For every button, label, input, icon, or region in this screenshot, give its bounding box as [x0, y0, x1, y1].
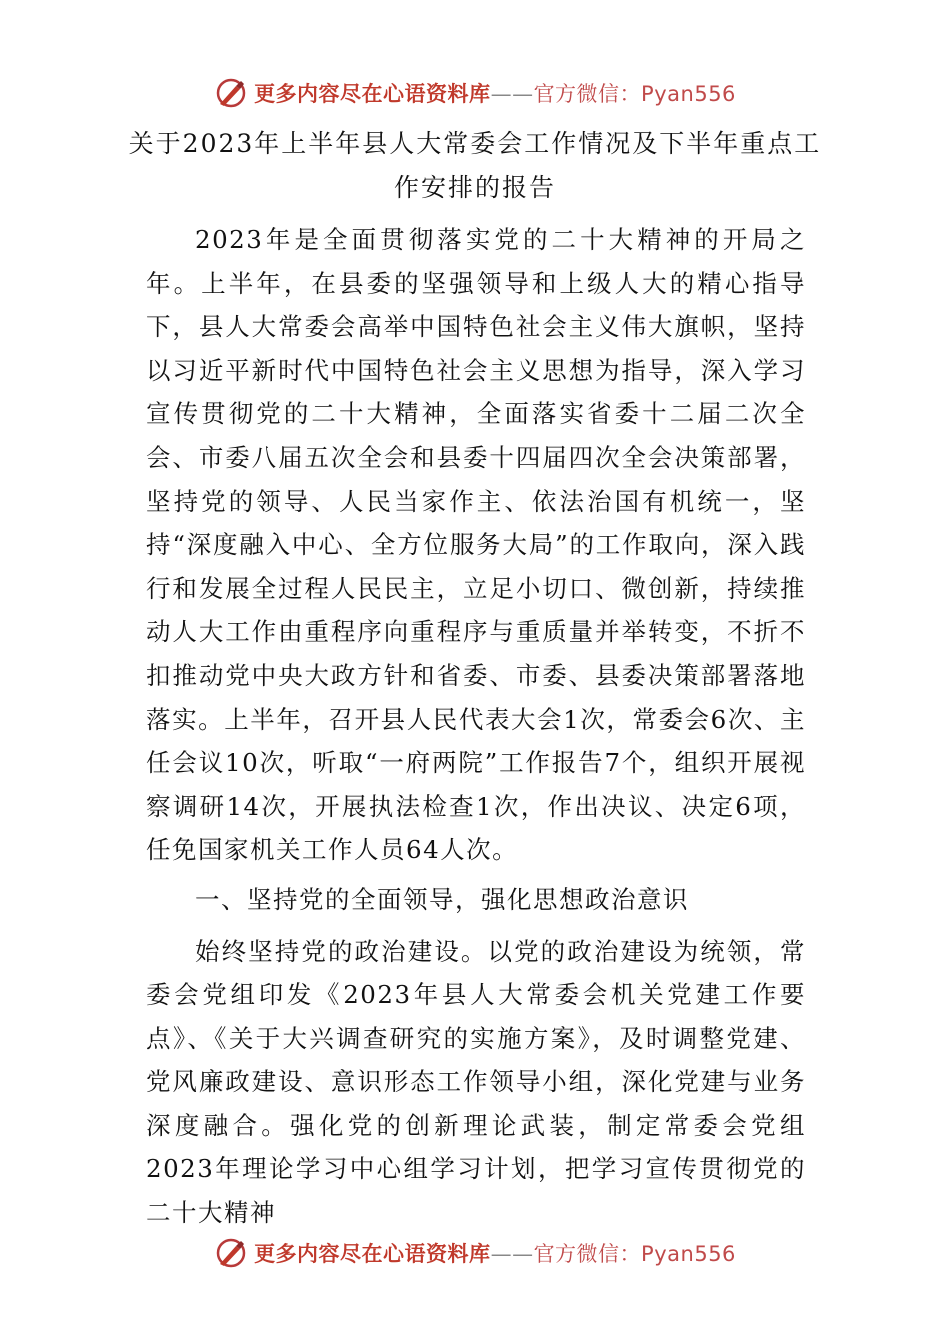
- watermark-highlight: 更多内容尽在心语资料库: [254, 1242, 491, 1266]
- watermark-separator: ——: [490, 82, 534, 106]
- document-title: 关于2023年上半年县人大常委会工作情况及下半年重点工作安排的报告: [128, 129, 822, 202]
- watermark-text: [254, 1238, 736, 1268]
- watermark-wechat: 官方微信：Pyan556: [533, 82, 736, 106]
- top-watermark-banner: [0, 73, 950, 113]
- watermark-separator: ——: [490, 1242, 534, 1266]
- watermark-wechat: 官方微信：Pyan556: [533, 1242, 736, 1266]
- document-body: [146, 218, 806, 1235]
- intro-paragraph: 2023年是全面贯彻落实党的二十大精神的开局之年。上半年，在县委的坚强领导和上级人大的精心指导下，县人大常委会高举中国特色社会主义伟大旗帜，坚持以习近平新时代中国特色社会主义思想为指导，深入学习宣传贯彻党的二十大精神，全面落实省委十二届二次全会、市委八届五次全会和县委十四届四次全会决策部署，坚持党的领导、人民当家作主、依法治国有机统一，坚持“深度融入中心、全方位服务大局”的工作取向，深入践行和发展全过程人民民主，立足小切口、微创新，持续推动人大工作由重程序向重程序与重质量并举转变，不折不扣推动党中央大政方针和省委、市委、县委决策部署落地落实。上半年，召开县人民代表大会1次，常委会6次、主任会议10次，听取“一府两院”工作报告7个，组织开展视察调研14次，开展执法检查1次，作出决议、决定6项，任免国家机关工作人员64人次。: [146, 225, 806, 865]
- pen-logo-icon: [214, 1236, 248, 1270]
- section-heading: 一、坚持党的全面领导，强化思想政治意识: [195, 884, 689, 914]
- section-paragraph: 始终坚持党的政治建设。以党的政治建设为统领，常委会党组印发《2023年县人大常委会机关党建工作要点》、《关于大兴调查研究的实施方案》，及时调整党建、党风廉政建设、意识形态工作领导小组，深化党建与业务深度融合。强化党的创新理论武装，制定常委会党组2023年理论学习中心组学习计划，把学习宣传贯彻党的二十大精神: [146, 936, 806, 1228]
- watermark-highlight: 更多内容尽在心语资料库: [254, 82, 491, 106]
- watermark-text: [254, 78, 736, 108]
- pen-logo-icon: [214, 76, 248, 110]
- bottom-watermark-banner: [0, 1233, 950, 1273]
